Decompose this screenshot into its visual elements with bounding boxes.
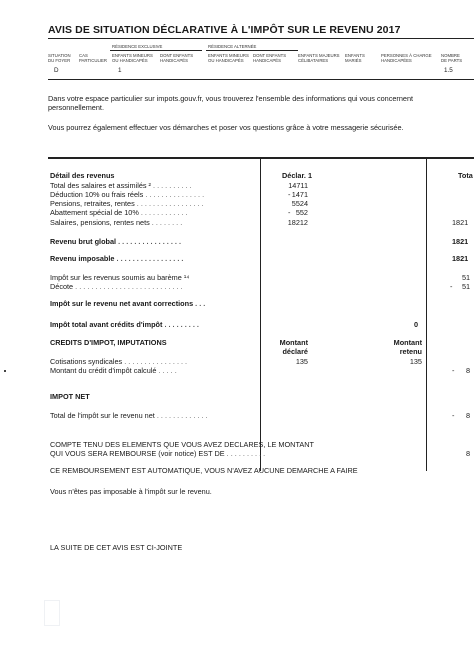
col-dont-handi-2: DONT ENFANTS HANDICAPÉS [253,53,287,63]
col-dont-handi-1: DONT ENFANTS HANDICAPÉS [160,53,194,63]
table-row: Pensions, retraites, rentes . . . . . . . . . . . . . . . . . [50,199,204,208]
row-declar-value: 5524 [291,199,308,208]
value-nombre-parts: 1.5 [444,67,453,74]
montant-retenu-header: Montant retenu [393,338,422,356]
total-impot-net-total: 8 [466,411,471,420]
montant-declare-header: Montant déclaré [279,338,308,356]
compte-tenu-line-2: QUI VOUS SERA REMBOURSE (voir notice) EST DE . . . . . . . . . . [50,449,266,458]
table-row: Abattement spécial de 10% . . . . . . . . . . . . [50,208,188,217]
margin-mark [4,370,6,372]
impot-bareme-total: 51 [462,273,471,282]
revenu-imposable-total: 1821 [452,254,469,263]
table-top-border [48,157,474,159]
row-declar-value: 14711 [288,181,308,190]
group-underline-exclusive [110,50,202,51]
stamp-mark [44,600,60,626]
header-table-bottom-rule [48,79,474,80]
compte-tenu-total: 8 [466,449,471,458]
montant-credit-label: Montant du crédit d'impôt calculé . . . . . [50,366,177,375]
table-row: Salaires, pensions, rentes nets . . . . . . . . [50,218,183,227]
col-header-total: Tota [458,171,473,180]
revenu-imposable-label: Revenu imposable . . . . . . . . . . . . . . . . . [50,254,184,263]
col-cas: CAS PARTICULIER [79,53,108,63]
group-label-alternee: RÉSIDENCE ALTERNÉE [208,44,257,49]
row-total-value: 1821 [452,218,469,227]
montant-credit-total: 8 [466,366,471,375]
col-enf-maries: ENFANTS MARIÉS [345,53,365,63]
table-row: Total des salaires et assimilés ² . . . . . . . . . . [50,181,192,190]
col-parts: NOMBRE DE PARTS [441,53,463,63]
total-impot-net-label: Total de l'impôt sur le revenu net . . . . . . . . . . . . . [50,411,208,420]
decote-sign: - [450,282,453,291]
table-row: Déduction 10% ou frais réels . . . . . . . . . . . . . . . [50,190,205,199]
row-declar-value: 18212 [287,218,308,227]
title-underline [48,38,474,39]
col-personnes: PERSONNES À CHARGE HANDICAPÉES [381,53,432,63]
row-declar-value: 1471 [291,190,308,199]
group-label-exclusive: RÉSIDENCE EXCLUSIVE [112,44,163,49]
col-enf-majeurs: ENFANTS MAJEURS CÉLIBATAIRES [298,53,340,63]
table-col-divider-1 [260,159,261,471]
total-impot-net-sign: - [452,411,455,420]
col-header-declar: Déclar. 1 [282,171,313,180]
row-sign: - [288,190,291,199]
detail-revenus-title: Détail des revenus [50,171,115,180]
col-enf-min-1: ENFANTS MINEURS OU HANDICAPÉS [112,53,153,63]
compte-tenu-line-1: COMPTE TENU DES ELEMENTS QUE VOUS AVEZ DECLARES, LE MONTANT [50,440,314,449]
col-enf-min-2: ENFANTS MINEURS OU HANDICAPÉS [208,53,249,63]
revenu-brut-global-label: Revenu brut global . . . . . . . . . . . . . . . . [50,237,181,246]
cotisations-declare-value: 135 [295,357,308,366]
impot-bareme-label: Impôt sur les revenus soumis au barème ¹⁴ [50,273,190,282]
group-underline-alternee [206,50,298,51]
remboursement-automatique: CE REMBOURSEMENT EST AUTOMATIQUE, VOUS N'AVEZ AUCUNE DEMARCHE A FAIRE [50,466,358,475]
intro-paragraph-1: Dans votre espace particulier sur impots.gouv.fr, vous trouverez l'ensemble des informations qui vous concernent personnellement. [48,94,414,112]
value-enfants-mineurs: 1 [118,67,122,74]
decote-label: Décote . . . . . . . . . . . . . . . . . . . . . . . . . . . [50,282,183,291]
non-imposable-notice: Vous n'êtes pas imposable à l'impôt sur le revenu. [50,487,212,496]
credits-impot-title: CREDITS D'IMPOT, IMPUTATIONS [50,338,167,347]
impot-net-title: IMPOT NET [50,392,90,401]
impot-avant-corrections-label: Impôt sur le revenu net avant corrections . . . [50,299,206,308]
table-col-divider-2 [426,159,427,471]
row-declar-value: 552 [295,208,308,217]
montant-credit-sign: - [452,366,455,375]
cotisations-retenu-value: 135 [409,357,422,366]
cotisations-syndicales-label: Cotisations syndicales . . . . . . . . . . . . . . . . [50,357,188,366]
intro-paragraph-2: Vous pourrez également effectuer vos démarches et poser vos questions grâce à votre messagerie sécurisée. [48,123,404,132]
suite-avis-notice: LA SUITE DE CET AVIS EST CI-JOINTE [50,543,183,552]
impot-avant-credits-declar: 0 [414,320,419,329]
value-situation: D [54,67,59,74]
impot-avant-credits-label: Impôt total avant crédits d'impôt . . . . . . . . . [50,320,199,329]
decote-total: 51 [462,282,471,291]
row-sign: - [288,208,291,217]
col-situation: SITUATION DU FOYER [48,53,71,63]
revenu-brut-global-total: 1821 [452,237,469,246]
page-title: AVIS DE SITUATION DÉCLARATIVE À L'IMPÔT SUR LE REVENU 2017 [48,24,401,36]
